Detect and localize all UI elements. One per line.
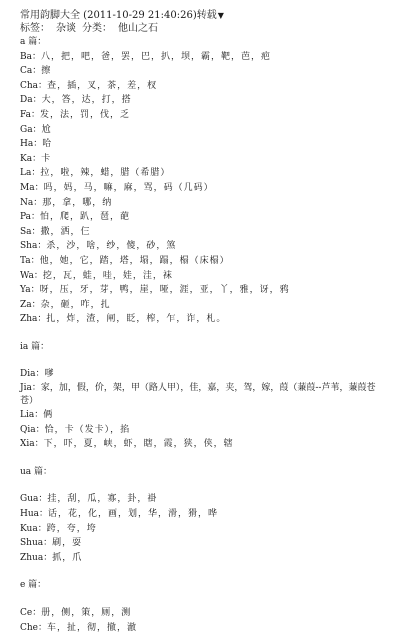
entry-chars: 查，插，叉，茶，差，杈: [47, 80, 158, 91]
entry-line: [20, 210, 390, 225]
entry-chars: 话，花，化，画，划，华，滑，猾，哗: [48, 509, 219, 520]
entry-chars: 怕，爬，趴，琶，葩: [40, 212, 131, 223]
blank-line: [20, 593, 390, 606]
entry-chars: 八，把，吧，爸，罢，巴，扒，坝，霸，靶，芭，疤: [40, 51, 271, 62]
pinyin-key: Za：: [20, 299, 41, 310]
blank-line: [20, 452, 390, 465]
section-heading-ia: ia 篇：: [20, 341, 50, 352]
entry-line: [20, 79, 390, 94]
blank-line: [20, 354, 390, 367]
entry-line-wrapped: [20, 382, 380, 408]
pinyin-key: Sha：: [20, 241, 47, 252]
entry-chars: 大，答，达，打，搭: [41, 95, 132, 106]
entry-line: [20, 239, 390, 254]
entry-chars: 下，吓，夏，峡，虾，瞎，霞，狭，侠，辖: [43, 439, 234, 450]
entry-line: [20, 225, 390, 240]
article-title: [20, 9, 390, 22]
entry-line: [20, 166, 390, 181]
pinyin-key: Che：: [20, 622, 48, 633]
pinyin-key: Cha：: [20, 80, 48, 91]
entry-line: [20, 551, 390, 566]
entry-line: [20, 283, 390, 298]
entry-line: [20, 298, 390, 313]
pinyin-key: Zha：: [20, 314, 47, 325]
entry-chars: 吗，妈，马，嘛，麻，骂，码（几码）: [43, 182, 214, 193]
entry-chars: 恰，卡（发卡），掐: [44, 424, 131, 435]
category-value-link[interactable]: 他山之石: [118, 23, 158, 34]
article-title-text: 常用韵脚大全 (2011-10-29 21:40:26)转载: [20, 10, 217, 21]
entry-chars: 刷，耍: [52, 538, 83, 549]
pinyin-key: Xia：: [20, 439, 44, 450]
entry-line: [20, 536, 390, 551]
entry-chars: 挂，刮，瓜，寡，卦，褂: [47, 494, 158, 505]
entry-chars: 跨，夸，垮: [46, 523, 97, 534]
entry-line: [20, 181, 390, 196]
pinyin-key: Na：: [20, 197, 43, 208]
pinyin-key: Ta：: [20, 255, 40, 266]
pinyin-key: Da：: [20, 95, 42, 106]
entry-chars: 哈: [42, 139, 53, 150]
section-heading-e: e 篇：: [20, 580, 47, 591]
entry-line: [20, 254, 390, 269]
pinyin-key: Kua：: [20, 523, 47, 534]
entry-chars: 嗲: [44, 369, 55, 380]
blank-line: [20, 479, 390, 492]
pinyin-key: Qia：: [20, 424, 45, 435]
entry-chars: 呀，压，牙，芽，鸭，崖，哑，涯，亚，丫，雅，讶，鸦: [39, 285, 290, 296]
tag-line: [20, 22, 390, 35]
entry-chars: 他，她，它，踏，塔，塌，蹋，榻（床榻）: [39, 255, 230, 266]
tag-value-link[interactable]: 杂谈: [56, 23, 76, 34]
entry-line: [20, 408, 390, 423]
entry-line: [20, 269, 390, 284]
entry-chars: 拉，啦，辣，蜡，腊（希腊）: [40, 168, 171, 179]
entry-line: [20, 50, 390, 65]
entry-line: [20, 606, 390, 621]
pinyin-key: Shua：: [20, 538, 53, 549]
entry-chars: 杂，砸，咋，扎: [40, 299, 111, 310]
entry-line: [20, 312, 390, 327]
entry-line: [20, 152, 390, 167]
pinyin-key: Zhua：: [20, 552, 53, 563]
entry-chars: 卡: [41, 153, 52, 164]
pinyin-key: Wa：: [20, 270, 43, 281]
pinyin-key: Lia：: [20, 410, 44, 421]
entry-chars: 撒，洒，仨: [40, 226, 91, 237]
entry-chars: 尬: [41, 124, 52, 135]
entry-line: [20, 93, 390, 108]
entry-line: [20, 367, 390, 382]
entry-chars: 册，侧，策，厕，测: [41, 608, 132, 618]
section-heading-a: a 篇：: [20, 37, 47, 47]
entry-line: [20, 522, 390, 537]
pinyin-key: Ba：: [20, 51, 41, 62]
blank-line: [20, 565, 390, 578]
entry-chars: 车，扯，彻，撤，澈: [47, 622, 138, 633]
entry-chars: 杀，沙，啥，纱，傻，砂，煞: [46, 241, 177, 252]
entry-line: [20, 621, 390, 635]
entry-line: [20, 492, 390, 507]
blank-line: [20, 327, 390, 340]
pinyin-key: Ha：: [20, 139, 43, 150]
entry-line: [20, 423, 390, 438]
pinyin-key: Sa：: [20, 226, 41, 237]
pinyin-key: Hua：: [20, 509, 49, 520]
document-page: [20, 9, 390, 635]
entry-line: [20, 137, 390, 152]
entry-line: [20, 64, 390, 79]
entry-chars: 挖，瓦，蛙，哇，娃，洼，袜: [42, 270, 173, 281]
entry-line: [20, 123, 390, 138]
pinyin-key: La：: [20, 168, 41, 179]
category-label: 分类：: [82, 23, 112, 34]
pinyin-key: Dia：: [20, 369, 45, 380]
pinyin-key: Pa：: [20, 212, 41, 223]
entry-line: [20, 108, 390, 123]
pinyin-key: Jia：: [20, 383, 41, 394]
entry-line: [20, 196, 390, 211]
section-heading-ua: ua 篇：: [20, 466, 53, 477]
pinyin-key: Ya：: [20, 285, 40, 296]
entry-chars: 家，加，假，价，架，甲（路人甲），佳，嘉，夹，驾，嫁，葭（蒹葭--芦苇，蒹葭苍苍）: [20, 383, 376, 407]
dropdown-arrow-icon[interactable]: ▼: [217, 11, 224, 20]
pinyin-key: Ma：: [20, 182, 44, 193]
entry-chars: 擦: [41, 66, 52, 77]
entry-chars: 那，拿，哪，纳: [42, 197, 113, 208]
pinyin-key: Ce：: [20, 608, 42, 618]
pinyin-key: Fa：: [20, 109, 40, 120]
tags-label: 标签：: [20, 23, 50, 34]
entry-chars: 发，法，罚，伐，乏: [40, 109, 131, 120]
entry-line: [20, 507, 390, 522]
pinyin-key: Ca：: [20, 66, 42, 77]
entry-chars: 俩: [43, 410, 54, 421]
pinyin-key: Gua：: [20, 494, 48, 505]
entry-chars: 扎，炸，渣，闸，眨，榨，乍，诈，札。: [46, 314, 227, 325]
entry-chars: 抓，爪: [52, 552, 83, 563]
entry-line: [20, 437, 390, 452]
pinyin-key: Ga：: [20, 124, 42, 135]
pinyin-key: Ka：: [20, 153, 42, 164]
